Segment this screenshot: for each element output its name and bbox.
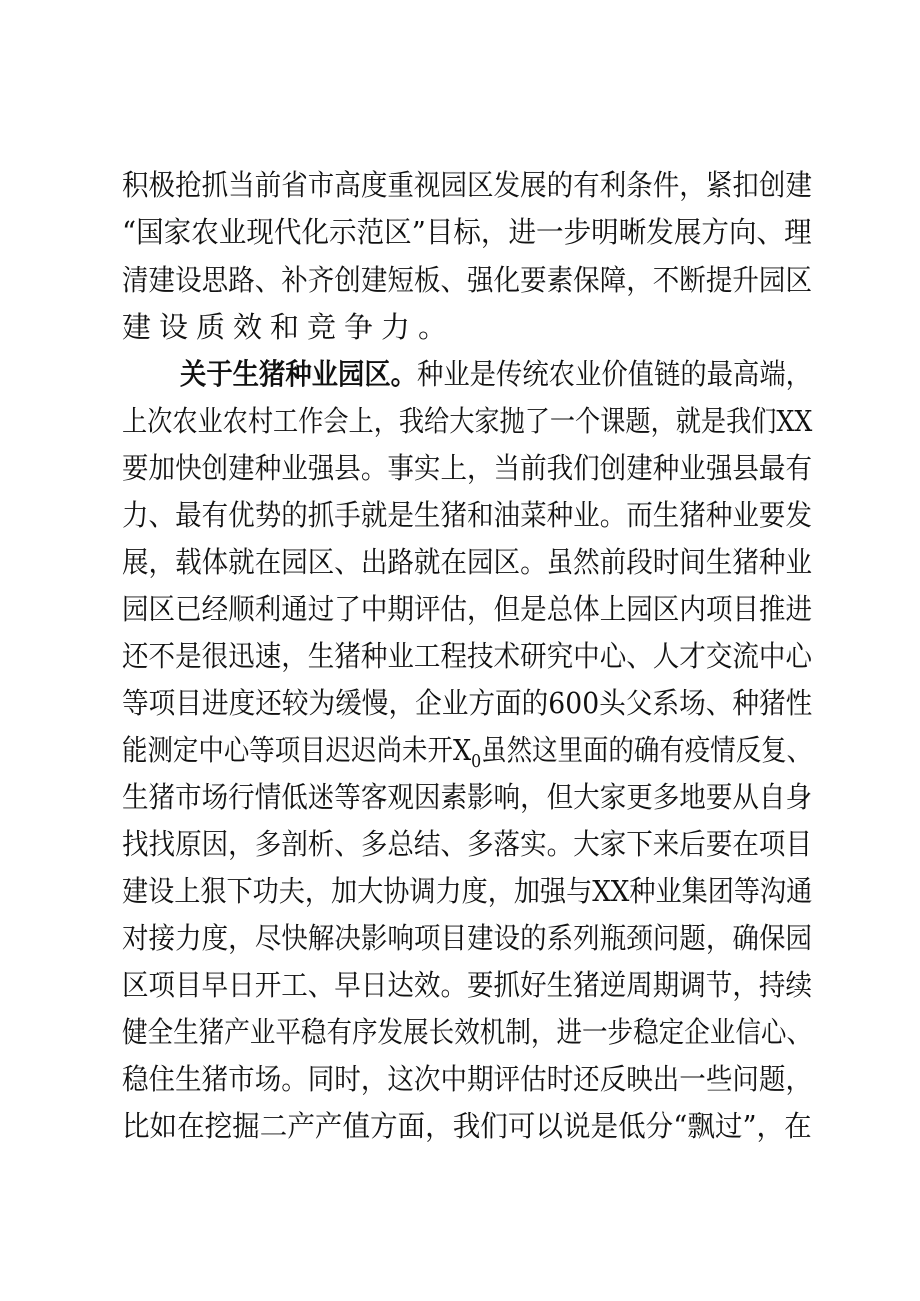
paragraph-2-line-12: 建设上狠下功夫，加大协调力度，加强与XX种业集团等沟通 <box>122 874 813 908</box>
paragraph-2-line-10: 生猪市场行情低迷等客观因素影响，但大家更多地要从自身 <box>122 780 813 814</box>
paragraph-2-line-14: 区项目早日开工、早日达效。要抓好生猪逆周期调节，持续 <box>122 968 813 1002</box>
paragraph-2-line-5: 展，载体就在园区、出路就在园区。虽然前段时间生猪种业 <box>122 545 813 579</box>
paragraph-2-line-3: 要加快创建种业强县。事实上，当前我们创建种业强县最有 <box>122 451 813 485</box>
x0-line-prefix: 能测定中心等项目迟迟尚未开X <box>122 733 472 767</box>
x0-line-suffix: 虽然这里面的确有疫情反复、 <box>481 733 813 767</box>
paragraph-2-line-4: 力、最有优势的抓手就是生猪和油菜种业。而生猪种业要发 <box>122 498 813 532</box>
paragraph-2-line-8: 等项目进度还较为缓慢，企业方面的600头父系场、种猪性 <box>122 686 813 720</box>
paragraph-2-line-1 <box>180 352 812 396</box>
paragraph-2-line-7: 还不是很迅速，生猪种业工程技术研究中心、人才交流中心 <box>122 639 813 673</box>
paragraph-2-heading: 关于生猪种业园区。 <box>180 357 418 391</box>
paragraph-2-line-11: 找找原因，多剖析、多总结、多落实。大家下来后要在项目 <box>122 827 813 861</box>
paragraph-1-line-3: 清建设思路、补齐创建短板、强化要素保障，不断提升园区 <box>122 263 813 297</box>
paragraph-1-line-1: 积极抢抓当前省市高度重视园区发展的有利条件，紧扣创建 <box>122 168 813 202</box>
paragraph-1-line-4: 建设质效和竞争力。 <box>122 310 456 344</box>
paragraph-2-line-9 <box>122 728 812 772</box>
paragraph-2-line-13: 对接力度，尽快解决影响项目建设的系列瓶颈问题，确保园 <box>122 921 813 955</box>
paragraph-2-line-16: 稳住生猪市场。同时，这次中期评估时还反映出一些问题， <box>122 1062 813 1096</box>
paragraph-2-line-17: 比如在挖掘二产产值方面，我们可以说是低分“飘过”，在 <box>122 1109 812 1143</box>
paragraph-2-line-2: 上次农业农村工作会上，我给大家抛了一个课题，就是我们XX <box>122 404 813 438</box>
paragraph-2-first-line-text: 种业是传统农业价值链的最高端， <box>417 357 813 391</box>
paragraph-2-line-6: 园区已经顺利通过了中期评估，但是总体上园区内项目推进 <box>122 592 813 626</box>
subscript-zero: 0 <box>471 750 482 772</box>
paragraph-1-line-2: “国家农业现代化示范区”目标，进一步明晰发展方向、理 <box>122 215 812 249</box>
paragraph-2-line-15: 健全生猪产业平稳有序发展长效机制，进一步稳定企业信心、 <box>122 1015 813 1049</box>
